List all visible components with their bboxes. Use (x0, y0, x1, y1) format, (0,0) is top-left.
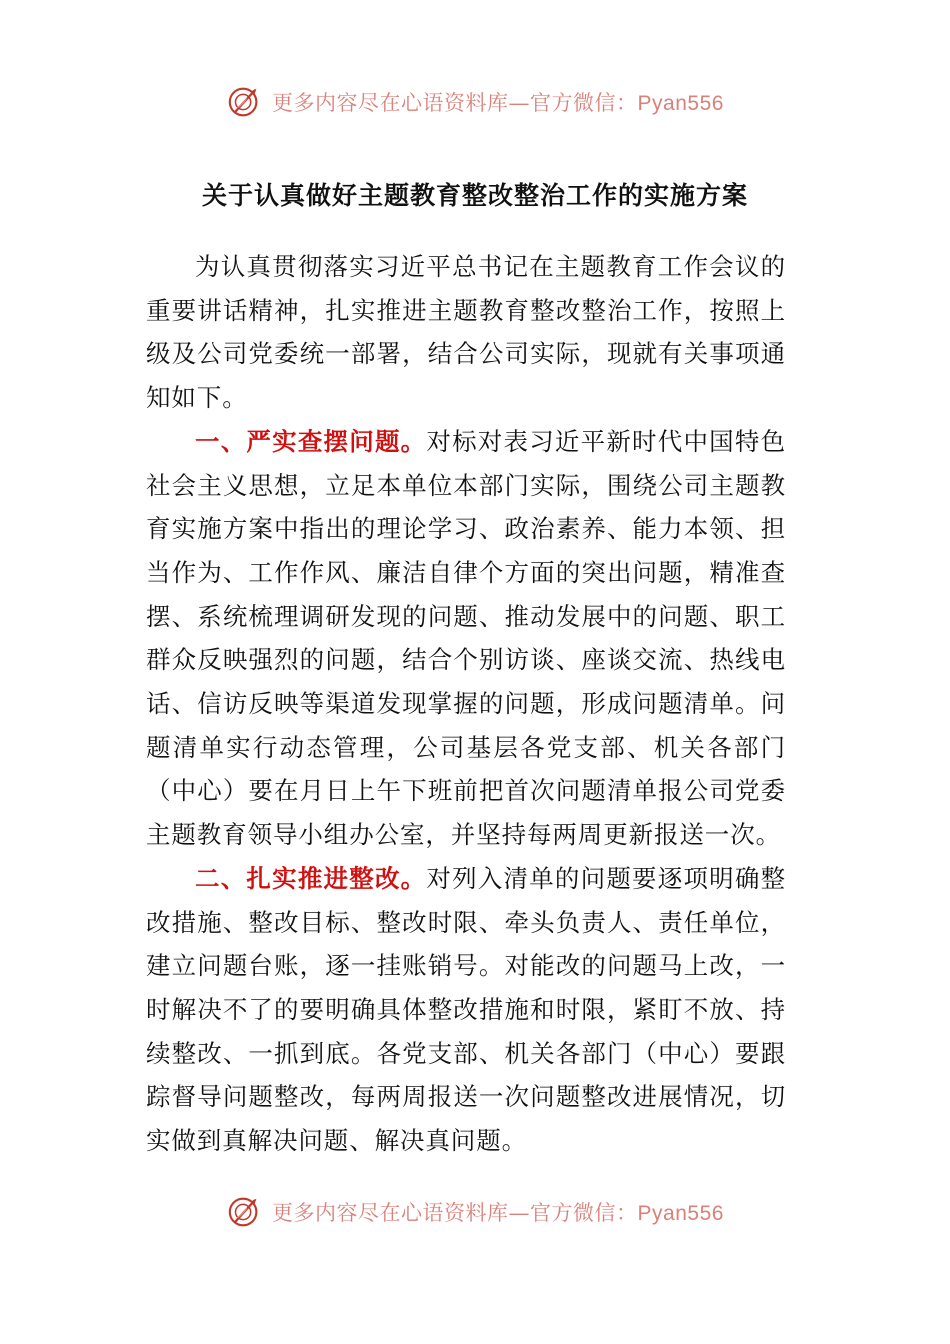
paragraph-section-1 (146, 420, 786, 857)
watermark-text: 更多内容尽在心语资料库—官方微信：Pyan556 (272, 1201, 724, 1225)
document-title: 关于认真做好主题教育整改整治工作的实施方案 (201, 181, 748, 210)
paragraph-section-2 (146, 857, 786, 1163)
paragraph-text: 对标对表习近平新时代中国特色社会主义思想，立足本单位本部门实际，围绕公司主题教育实施方案中指出的理论学习、政治素养、能力本领、担当作为、工作作风、廉洁自律个方面的突出问题，精准查摆、系统梳理调研发现的问题、推动发展中的问题、职工群众反映强烈的问题，结合个别访谈、座谈交流、热线电话、信访反映等渠道发现掌握的问题，形成问题清单。问题清单实行动态管理，公司基层各党支部、机关各部门（中心）要在月日上午下班前把首次问题清单报公司党委主题教育领导小组办公室，并坚持每两周更新报送一次。 (146, 426, 786, 850)
paragraph-intro (146, 245, 786, 420)
watermark-header (0, 80, 950, 124)
watermark-logo-icon (226, 83, 264, 121)
paragraph-text: 为认真贯彻落实习近平总书记在主题教育工作会议的重要讲话精神，扎实推进主题教育整改整治工作，按照上级及公司党委统一部署，结合公司实际，现就有关事项通知如下。 (146, 252, 786, 413)
watermark-footer (0, 1190, 950, 1234)
paragraph-text: 对列入清单的问题要逐项明确整改措施、整改目标、整改时限、牵头负责人、责任单位，建立问题台账，逐一挂账销号。对能改的问题马上改，一时解决不了的要明确具体整改措施和时限，紧盯不放、持续整改、一抓到底。各党支部、机关各部门（中心）要跟踪督导问题整改，每两周报送一次问题整改进展情况，切实做到真解决问题、解决真问题。 (146, 863, 786, 1156)
watermark-wechat-id: Pyan556 (637, 1202, 724, 1225)
section-heading-1: 一、严实查摆问题。 (195, 426, 427, 456)
document-body (146, 245, 786, 1163)
watermark-logo-icon (226, 1193, 264, 1231)
watermark-text: 更多内容尽在心语资料库—官方微信：Pyan556 (272, 91, 724, 115)
section-heading-2: 二、扎实推进整改。 (195, 863, 427, 893)
watermark-wechat-id: Pyan556 (637, 92, 724, 115)
